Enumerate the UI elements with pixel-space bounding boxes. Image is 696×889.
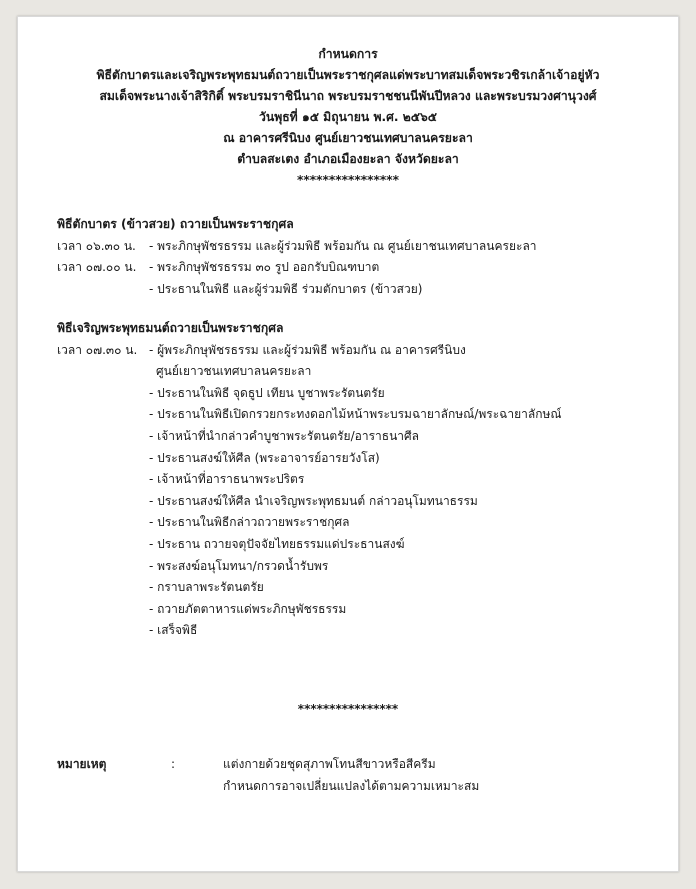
schedule-row xyxy=(57,426,419,448)
section-chanting xyxy=(57,318,562,642)
header-ceremony: พิธีตักบาตรและเจริญพระพุทธมนต์ถวายเป็นพระราชกุศลแด่พระบาทสมเด็จพระวชิรเกล้าเจ้าอยู่หัว xyxy=(96,68,600,82)
schedule-text: - ถวายภัตตาหารแด่พระภิกษุพัชรธรรม xyxy=(149,601,347,616)
schedule-text: - พระภิกษุพัชรธรรม และผู้ร่วมพิธี พร้อมกัน ณ ศูนย์เยาชนเทศบาลนครยะลา xyxy=(149,238,537,253)
schedule-row xyxy=(57,340,466,362)
schedule-row xyxy=(57,404,562,426)
schedule-text: - พระสงฆ์อนุโมทนา/กรวดน้ำรับพร xyxy=(149,558,329,573)
schedule-row xyxy=(57,383,385,405)
schedule-text: - ประธานสงฆ์ให้ศีล (พระอาจารย์อารยวังโส) xyxy=(149,450,380,465)
schedule-row xyxy=(57,491,478,513)
header-ceremony-cont: สมเด็จพระนางเจ้าสิริกิติ์ พระบรมราชินีนาถ พระบรมราชชนนีพันปีหลวง และพระบรมวงศานุวงศ์ xyxy=(99,89,597,103)
schedule-text: - ผู้พระภิกษุพัชรธรรม และผู้ร่วมพิธี พร้อมกัน ณ อาคารศรีนิบง xyxy=(149,342,466,357)
schedule-time: เวลา ๐๗.๐๐ น. xyxy=(57,260,137,275)
section-alms-giving xyxy=(57,214,537,300)
section-title: พิธีตักบาตร (ข้าวสวย) ถวายเป็นพระราชกุศล xyxy=(57,217,294,231)
note-colon: : xyxy=(171,757,176,771)
header-date: วันพุธที่ ๑๕ มิถุนายน พ.ศ. ๒๕๖๕ xyxy=(259,110,437,124)
header-title: กำหนดการ xyxy=(318,47,378,61)
schedule-text: - ประธานในพิธีกล่าวถวายพระราชกุศล xyxy=(149,515,350,530)
header-location: ตำบลสะเตง อำเภอเมืองยะลา จังหวัดยะลา xyxy=(237,152,459,166)
footer-separator: **************** xyxy=(297,702,399,716)
schedule-row xyxy=(57,556,329,578)
schedule-row xyxy=(57,361,312,383)
schedule-row xyxy=(57,469,305,491)
schedule-row xyxy=(57,448,380,470)
note-label: หมายเหตุ xyxy=(57,757,107,771)
schedule-text: - ประธานในพิธี จุดธูป เทียน บูชาพระรัตนตรัย xyxy=(149,385,385,400)
note-line: แต่งกายด้วยชุดสุภาพโทนสีขาวหรือสีครีม xyxy=(223,757,436,771)
schedule-time: เวลา ๐๖.๓๐ น. xyxy=(57,238,136,253)
schedule-row xyxy=(57,279,423,301)
schedule-text: - กราบลาพระรัตนตรัย xyxy=(149,580,264,595)
schedule-row xyxy=(57,577,283,599)
note-line: กำหนดการอาจเปลี่ยนแปลงได้ตามความเหมาะสม xyxy=(223,778,480,793)
schedule-text: - เจ้าหน้าที่นำกล่าวคำบูชาพระรัตนตรัย/อาราธนาศีล xyxy=(149,428,419,443)
header-separator: **************** xyxy=(297,173,399,187)
schedule-text: - พระภิกษุพัชรธรรม ๓๐ รูป ออกรับบิณฑบาต xyxy=(149,260,380,275)
schedule-text: - ประธานในพิธี และผู้ร่วมพิธี ร่วมตักบาตร (ข้าวสวย) xyxy=(149,281,423,296)
schedule-time: เวลา ๐๗.๓๐ น. xyxy=(57,342,138,357)
schedule-text: - ประธานในพิธีเปิดกรวยกระทงดอกไม้หน้าพระบรมฉายาลักษณ์/พระฉายาลักษณ์ xyxy=(149,407,562,422)
header-venue: ณ อาคารศรีนิบง ศูนย์เยาวชนเทศบาลนครยะลา xyxy=(223,131,473,145)
document-header xyxy=(17,44,679,191)
schedule-text-continued: ศูนย์เยาวชนเทศบาลนครยะลา xyxy=(156,364,312,379)
document-page xyxy=(17,16,679,872)
schedule-row xyxy=(57,534,405,556)
schedule-row xyxy=(57,599,347,621)
schedule-row xyxy=(57,236,537,258)
schedule-row xyxy=(57,257,380,279)
schedule-row xyxy=(57,512,350,534)
schedule-text: - เสร็จพิธี xyxy=(149,623,198,638)
section-title: พิธีเจริญพระพุทธมนต์ถวายเป็นพระราชกุศล xyxy=(57,321,284,335)
schedule-text: - ประธานสงฆ์ให้ศีล นำเจริญพระพุทธมนต์ กล่าวอนุโมทนาธรรม xyxy=(149,493,478,508)
note-lines xyxy=(223,754,479,797)
schedule-text: - เจ้าหน้าที่อาราธนาพระปริตร xyxy=(149,472,305,487)
schedule-row xyxy=(57,620,283,642)
schedule-text: - ประธาน ถวายจตุปัจจัยไทยธรรมแด่ประธานสงฆ์ xyxy=(149,536,405,551)
